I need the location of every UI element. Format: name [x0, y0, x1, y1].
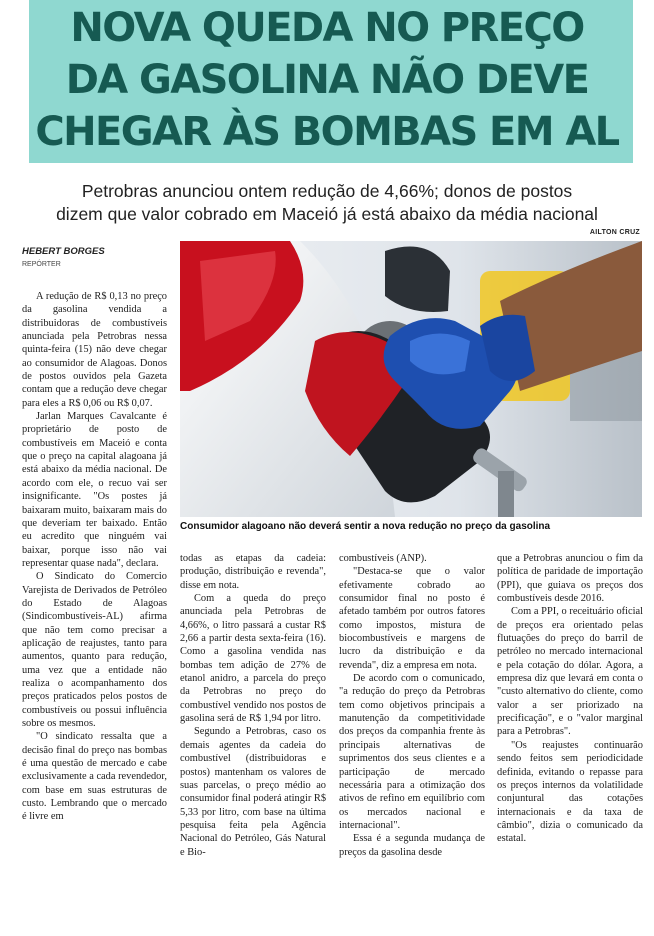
author-role: REPÓRTER: [22, 261, 61, 268]
headline: [0, 2, 654, 158]
paragraph: O Sindicato do Comercio Varejista de Derivados de Petróleo do Estado de Alagoas (Sindicombustíveis-AL) afirma que não tem como precisar a aplicação de reajustes, tanto para aumentos, quanto para redução, uma vez que a entidade não realiza o acompanhamento dos preços praticados pelos postos de combustíveis ou possui influência sobre os mesmos.: [22, 571, 167, 729]
paragraph: Com a queda do preço anunciada pela Petrobras de 4,66%, o litro passará a custar R$ 2,66 a partir desta sexta-feira (16). Como a gasolina vendida nas bombas tem adição de 27% de etanol anidro, a parcela do preço da Petrobras no preço do combustível vendido nos postos de gasolina será de R$ 1,94 por litro.: [180, 593, 326, 725]
paragraph: que a Petrobras anunciou o fim da política de paridade de importação (PPI), que guiava os preços dos combustíveis desde 2016.: [497, 553, 643, 605]
paragraph: "Os reajustes continuarão sendo feitos sem periodicidade definida, evitando o repasse para os preços internos da volatilidade conjuntural das cotações internacionais e da taxa de câmbio", dizia o comunicado da estatal.: [497, 739, 643, 845]
subtitle-line-1: Petrobras anunciou ontem redução de 4,66%; donos de postos: [81, 181, 573, 201]
paragraph: Com a PPI, o receituário oficial de preços era orientado pelas flutuações do preço do barril de petróleo no mercado internacional e pela cotação do dólar. Agora, a empresa diz que levará em conta o "custo alternativo do cliente, como valor a ser priorizado na precificação", e o "valor marginal para a Petrobras".: [497, 606, 643, 738]
paragraph: Essa é a segunda mudança de preços da gasolina desde: [339, 833, 485, 858]
article-column-2: [180, 552, 326, 859]
photo-credit: AILTON CRUZ: [589, 229, 640, 236]
article-column-1: [22, 290, 167, 824]
headline-line-1: NOVA QUEDA NO PREÇO: [70, 5, 584, 51]
subtitle: [20, 180, 634, 226]
subtitle-line-2: dizem que valor cobrado em Maceió já está abaixo da média nacional: [56, 204, 598, 224]
author-name: HEBERT BORGES: [22, 246, 105, 257]
article-column-3: [339, 552, 485, 859]
paragraph: A redução de R$ 0,13 no preço da gasolina vendida a distribuidoras de combustíveis anunciada pela Petrobras nessa quinta-feira (15) não deve chegar ao consumidor de Alagoas. Donos de postos ouvidos pela Gazeta contam que a redução deve chegar para eles a R$ 0,06 ou R$ 0,07.: [22, 291, 167, 409]
photo-illustration: [180, 241, 642, 517]
paragraph: Segundo a Petrobras, caso os demais agentes da cadeia do combustível (distribuidoras e postos) mantenham os valores de suas parcelas, o preço médio ao consumidor final poderá atingir R$ 5,33 por litro, com base na última pesquisa feita pela Agência Nacional do Petróleo, Gás Natural e Bio-: [180, 726, 327, 858]
headline-line-3: CHEGAR ÀS BOMBAS EM AL: [35, 109, 619, 155]
article-column-4: [497, 552, 643, 846]
paragraph: Jarlan Marques Cavalcante é proprietário de posto de combustíveis em Maceió e conta que o preço na capital alagoana já está abaixo da média nacional. De acordo com ele, o recuo vai ser insignificante. "Os postes já baixaram muito, baixaram mais do que deveriam ter baixado. Então eu acredito que ninguém vai baixar, porque isso não vai representar quase nada", declara.: [22, 411, 167, 569]
paragraph: De acordo com o comunicado, "a redução do preço da Petrobras tem como objetivos principais a manutenção da competitividade dos preços da companhia frente às principais alternativas de suprimentos dos seus clientes e a participação de mercado necessária para a otimização dos ativos de refino em equilíbrio com os mercados nacional e internacional".: [339, 673, 485, 831]
paragraph: combustíveis (ANP).: [339, 553, 427, 564]
photo-caption: Consumidor alagoano não deverá sentir a nova redução no preço da gasolina: [180, 521, 551, 532]
paragraph: "O sindicato ressalta que a decisão final do preço nas bombas é uma questão de mercado e cabe exclusivamente a cada revendedor, com base em suas estruturas de custo. Lembrando que o mercado é livre em: [22, 731, 167, 823]
headline-line-2: DA GASOLINA NÃO DEVE: [65, 57, 589, 103]
paragraph: "Destaca-se que o valor efetivamente cobrado ao consumidor final no posto é afetado também por outros fatores como impostos, mistura de biocombustíveis e margens de lucro da distribuição e da revenda", diz a empresa em nota.: [339, 566, 485, 671]
paragraph: todas as etapas da cadeia: produção, distribuição e revenda", disse em nota.: [180, 553, 326, 591]
fuel-nozzle-photo: [180, 241, 642, 517]
